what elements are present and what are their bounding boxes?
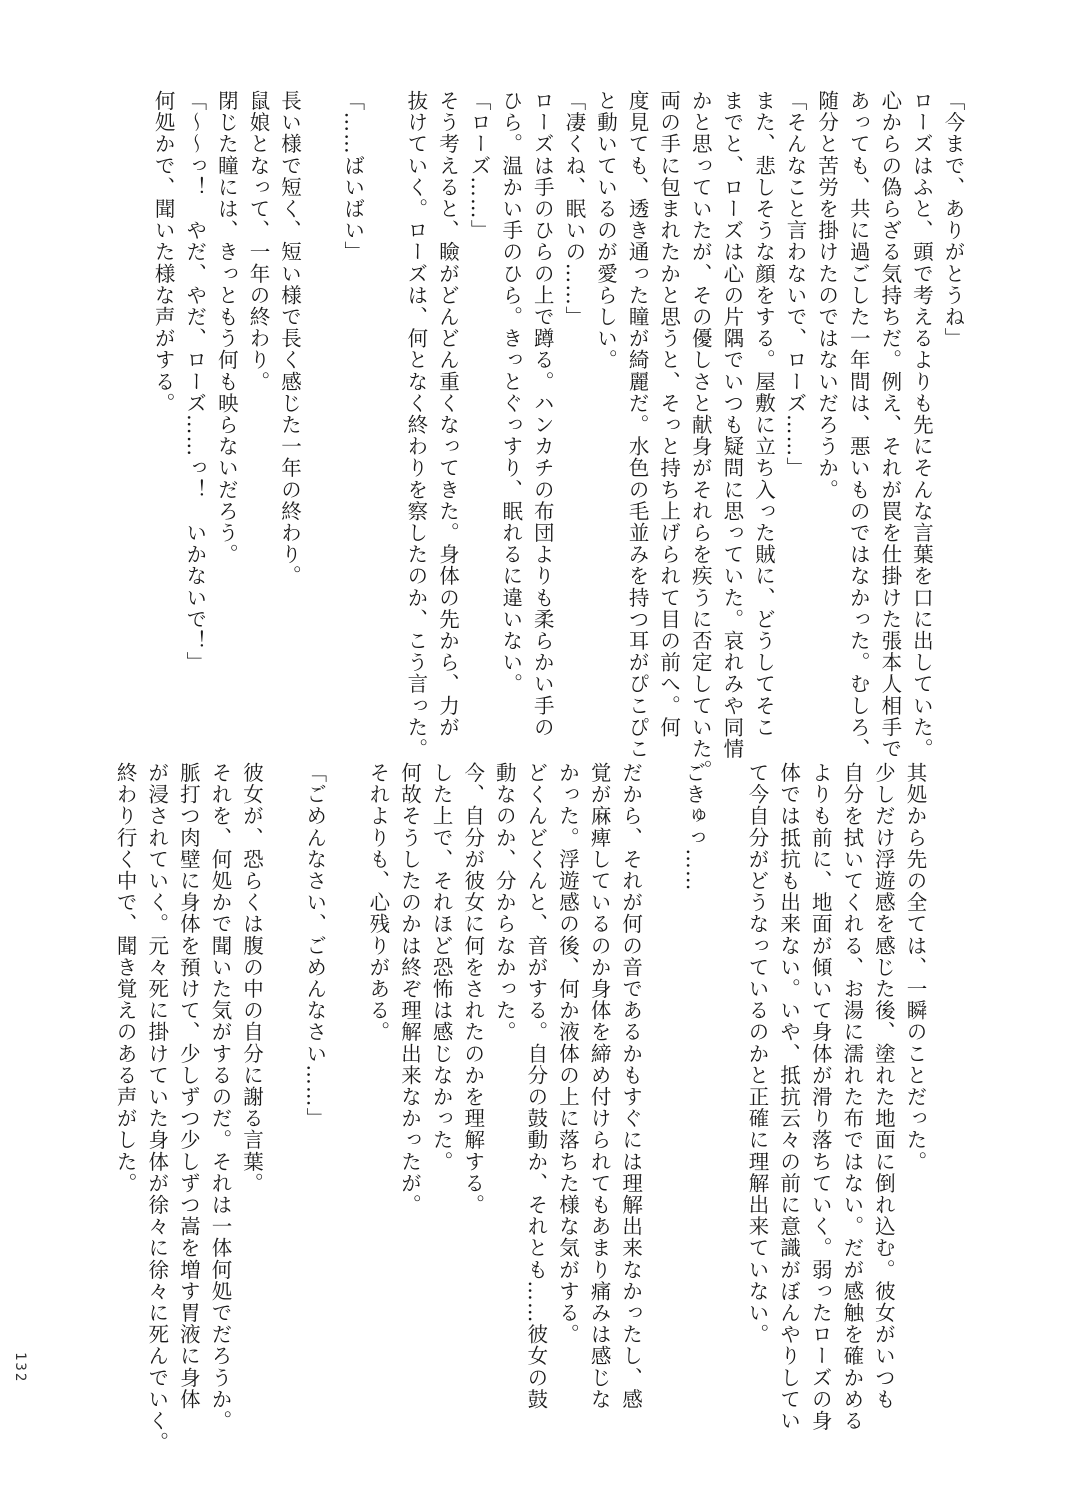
text-line: それを、何処かで聞いた気がするのだ。それは一体何処でだろうか。 [207,762,232,1432]
text-line: 抜けていく。ローズは、何となく終わりを察したのか、こう言った。 [403,90,428,760]
text-line: そう考えると、瞼がどんどん重くなってきた。身体の先から、力が [435,90,460,738]
text-line: が浸されていく。元々死に掛けていた身体が徐々に徐々に死んでいく。 [144,762,169,1454]
text-line: 「……ばいばい」 [340,90,365,263]
text-line [368,90,400,730]
text-line: 両の手に包まれたかと思うと、そっと持ち上げられて目の前へ。何 [656,90,681,738]
text-line: 心からの偽らざる気持ちだ。例え、それが罠を仕掛けた張本人相手で [877,90,902,760]
text-line: 随分と苦労を掛けたのではないだろうか。 [814,90,839,501]
text-block-bottom [113,762,930,1454]
text-line: 何処かで、聞いた様な声がする。 [151,90,176,414]
text-line: 度見ても、透き通った瞳が綺麗だ。水色の毛並みを持つ耳がぴこぴこ [625,90,650,760]
page-number: 132 [12,1352,28,1384]
text-line: 動なのか、分からなかった。 [492,762,517,1043]
text-line: あっても、共に過ごした一年間は、悪いものではなかった。むしろ、 [846,90,871,760]
text-line: 少しだけ浮遊感を感じた後、塗れた地面に倒れ込む。彼女がいつも [871,762,896,1410]
text-line [330,762,362,1422]
text-line: 今、自分が彼女に何をされたのかを理解する。 [460,762,485,1216]
text-line: ローズはふと、頭で考えるよりも先にそんな言葉を口に出していた。 [909,90,934,760]
text-line: 脈打つ肉壁に身体を預けて、少しずつ少しずつ嵩を増す胃液に身体 [176,762,201,1410]
text-line: 彼女が、恐らくは腹の中の自分に謝る言葉。 [239,762,264,1194]
text-line: 体では抵抗も出来ない。いや、抵抗云々の前に意識がぼんやりしてい [776,762,801,1432]
text-line: かと思っていたが、その優しさと献身がそれらを疾うに否定していた。 [688,90,713,782]
text-line: 「そんなこと言わないで、ローズ……」 [783,90,808,479]
text-line: どくんどくんと、音がする。自分の鼓動か、それとも……彼女の鼓 [523,762,548,1410]
text-line: 其処から先の全ては、一瞬のことだった。 [903,762,927,1173]
text-line: ごきゅっ…… [681,762,706,892]
text-line: 何故そうしたのかは終ぞ理解出来なかったが。 [397,762,422,1216]
text-line [267,762,299,1422]
text-line [646,762,678,1422]
text-line: 鼠娘となって、一年の終わり。 [245,90,270,393]
text-line: それよりも、心残りがある。 [365,762,390,1043]
text-line: 覚が麻痺しているのか身体を締め付けられてもあまり痛みは感じな [587,762,612,1410]
text-line: した上で、それほど恐怖は感じなかった。 [429,762,454,1173]
text-line: 「今まで、ありがとうね」 [941,90,965,350]
text-line: 自分を拭いてくれる、お湯に濡れた布ではない。だが感触を確かめる [839,762,864,1432]
text-line [305,90,337,730]
text-line: また、悲しそうな顔をする。屋敷に立ち入った賊に、どうしてそこ [751,90,776,738]
text-line: よりも前に、地面が傾いて身体が滑り落ちていく。弱ったローズの身 [808,762,833,1432]
text-line: ひら。温かい手のひら。きっとぐっすり、眠れるに違いない。 [498,90,523,695]
text-line: までと、ローズは心の片隅でいつも疑問に思っていた。哀れみや同情 [719,90,744,760]
text-line: だから、それが何の音であるかもすぐには理解出来なかったし、感 [618,762,643,1410]
text-line [709,762,741,1422]
text-line: と動いているのが愛らしい。 [593,90,618,371]
text-line: 終わり行く中で、聞き覚えのある声がした。 [113,762,138,1194]
text-line: 「ローズ……」 [467,90,492,242]
text-line: 「～～っ！ やだ、やだ、ローズ……っ！ いかないで！」 [182,90,207,674]
text-line: 長い様で短く、短い様で長く感じた一年の終わり。 [277,90,302,587]
text-block-top [138,90,968,782]
text-line: 閉じた瞳には、きっともう何も映らないだろう。 [214,90,239,566]
text-line: かった。浮遊感の後、何か液体の上に落ちた様な気がする。 [555,762,580,1346]
text-line: 「ごめんなさい、ごめんなさい……」 [302,762,327,1130]
text-line: て今自分がどうなっているのかと正確に理解出来ていない。 [745,762,770,1346]
text-line: 「凄くね、眠いの……」 [561,90,586,328]
text-line: ローズは手のひらの上で蹲る。ハンカチの布団よりも柔らかい手の [530,90,555,738]
